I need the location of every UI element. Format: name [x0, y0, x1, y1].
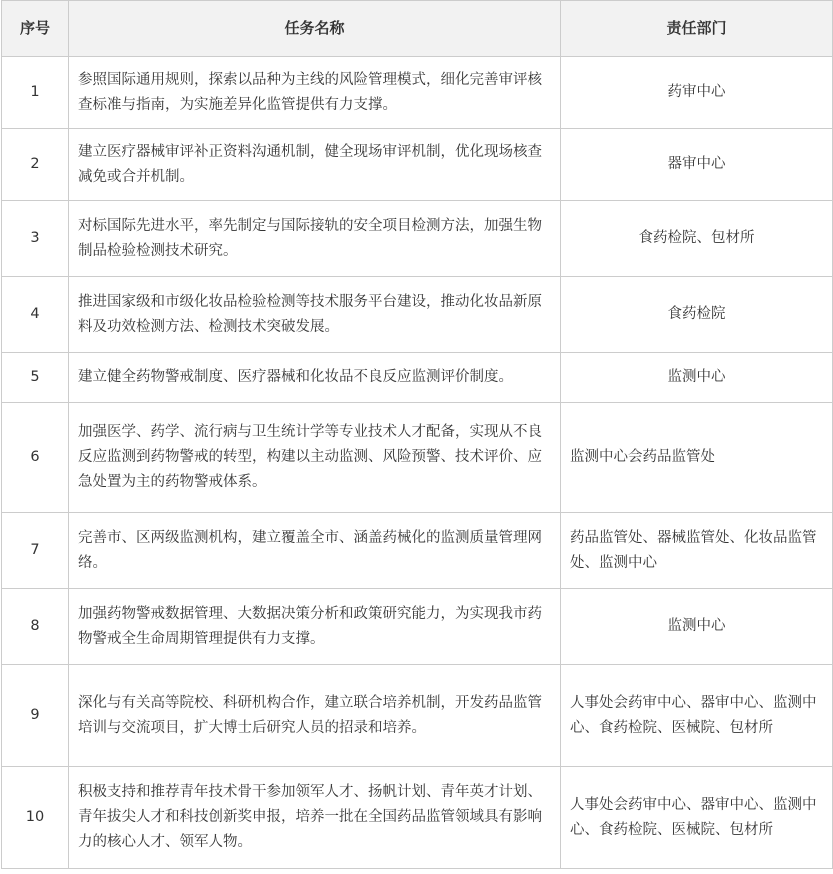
- row-department: 药审中心: [561, 57, 833, 129]
- row-task: 加强医学、药学、流行病与卫生统计学等专业技术人才配备，实现从不良反应监测到药物警戒的转型，构建以主动监测、风险预警、技术评价、应急处置为主的药物警戒体系。: [69, 403, 561, 513]
- table-header-row: [2, 1, 833, 57]
- row-index: 9: [2, 665, 69, 767]
- row-index: 7: [2, 513, 69, 589]
- table-row: [2, 513, 833, 589]
- table-row: [2, 767, 833, 869]
- row-index: 2: [2, 129, 69, 201]
- row-index: 10: [2, 767, 69, 869]
- row-department: 器审中心: [561, 129, 833, 201]
- row-index: 5: [2, 353, 69, 403]
- row-index: 6: [2, 403, 69, 513]
- row-task: 积极支持和推荐青年技术骨干参加领军人才、扬帆计划、青年英才计划、青年拔尖人才和科技创新奖申报，培养一批在全国药品监管领域具有影响力的核心人才、领军人物。: [69, 767, 561, 869]
- row-task: 完善市、区两级监测机构，建立覆盖全市、涵盖药械化的监测质量管理网络。: [69, 513, 561, 589]
- row-index: 4: [2, 277, 69, 353]
- table-row: [2, 403, 833, 513]
- table-row: [2, 589, 833, 665]
- row-index: 8: [2, 589, 69, 665]
- row-task: 参照国际通用规则，探索以品种为主线的风险管理模式，细化完善审评核查标准与指南，为实施差异化监管提供有力支撑。: [69, 57, 561, 129]
- row-index: 1: [2, 57, 69, 129]
- row-task: 建立健全药物警戒制度、医疗器械和化妆品不良反应监测评价制度。: [69, 353, 561, 403]
- header-department: 责任部门: [561, 1, 833, 57]
- row-department: 监测中心会药品监管处: [561, 403, 833, 513]
- row-task: 加强药物警戒数据管理、大数据决策分析和政策研究能力，为实现我市药物警戒全生命周期管理提供有力支撑。: [69, 589, 561, 665]
- row-department: 监测中心: [561, 589, 833, 665]
- row-department: 监测中心: [561, 353, 833, 403]
- row-department: 药品监管处、器械监管处、化妆品监管处、监测中心: [561, 513, 833, 589]
- header-task-name: 任务名称: [69, 1, 561, 57]
- table-row: [2, 201, 833, 277]
- table-row: [2, 57, 833, 129]
- row-task: 对标国际先进水平，率先制定与国际接轨的安全项目检测方法，加强生物制品检验检测技术研究。: [69, 201, 561, 277]
- row-index: 3: [2, 201, 69, 277]
- task-table: [1, 0, 833, 869]
- table-row: [2, 665, 833, 767]
- table-row: [2, 129, 833, 201]
- row-department: 食药检院、包材所: [561, 201, 833, 277]
- table-row: [2, 277, 833, 353]
- row-task: 建立医疗器械审评补正资料沟通机制，健全现场审评机制，优化现场核查减免或合并机制。: [69, 129, 561, 201]
- table-row: [2, 353, 833, 403]
- row-task: 推进国家级和市级化妆品检验检测等技术服务平台建设，推动化妆品新原料及功效检测方法、检测技术突破发展。: [69, 277, 561, 353]
- row-task: 深化与有关高等院校、科研机构合作，建立联合培养机制，开发药品监管培训与交流项目，扩大博士后研究人员的招录和培养。: [69, 665, 561, 767]
- row-department: 人事处会药审中心、器审中心、监测中心、食药检院、医械院、包材所: [561, 767, 833, 869]
- header-index: 序号: [2, 1, 69, 57]
- row-department: 人事处会药审中心、器审中心、监测中心、食药检院、医械院、包材所: [561, 665, 833, 767]
- row-department: 食药检院: [561, 277, 833, 353]
